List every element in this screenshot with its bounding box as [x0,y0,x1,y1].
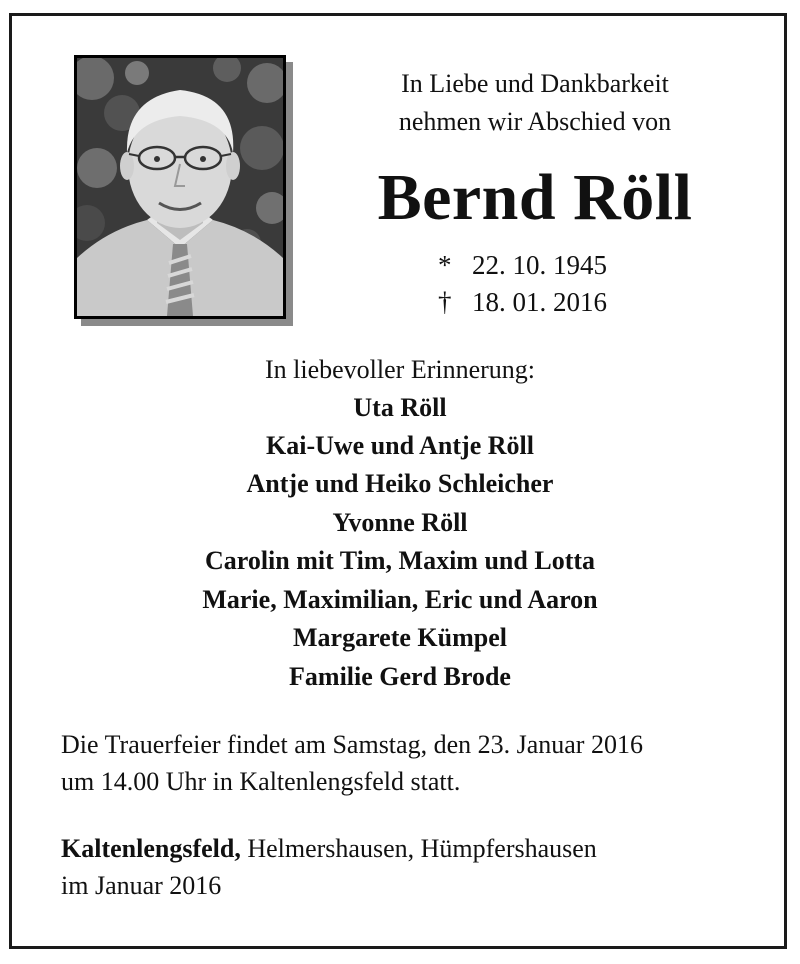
deceased-name: Bernd Röll [377,161,693,234]
family-member: Kai-Uwe und Antje Röll [266,431,534,460]
family-member: Familie Gerd Brode [289,662,511,691]
family-member: Carolin mit Tim, Maxim und Lotta [204,546,596,575]
family-member: Yvonne Röll [332,508,468,537]
ceremony-line-1: Die Trauerfeier findet am Samstag, den 23. Januar 2016 [61,730,643,759]
intro-line-1: In Liebe und Dankbarkeit [401,69,669,98]
family-member: Uta Röll [353,393,447,422]
family-member: Margarete Kümpel [293,623,507,652]
places-line [61,831,761,867]
portrait-photo [74,55,286,319]
birth-star-symbol: * [438,250,452,280]
death-date-line [438,285,607,319]
portrait-photo-frame [74,55,286,319]
places-other: Helmershausen, Hümpfershausen [240,834,597,863]
closing-date: im Januar 2016 [61,871,222,900]
family-member: Antje und Heiko Schleicher [246,469,554,498]
birth-date-line [438,248,607,282]
death-date: 18. 01. 2016 [472,287,607,317]
death-cross-symbol: † [438,287,452,317]
ceremony-line-2: um 14.00 Uhr in Kaltenlengsfeld statt. [61,767,461,796]
birth-date: 22. 10. 1945 [472,250,607,280]
family-member: Marie, Maximilian, Eric und Aaron [202,585,598,614]
intro-line-2: nehmen wir Abschied von [398,107,672,136]
memorial-title: In liebevoller Erinnerung: [264,355,536,384]
place-primary: Kaltenlengsfeld, [61,834,241,863]
